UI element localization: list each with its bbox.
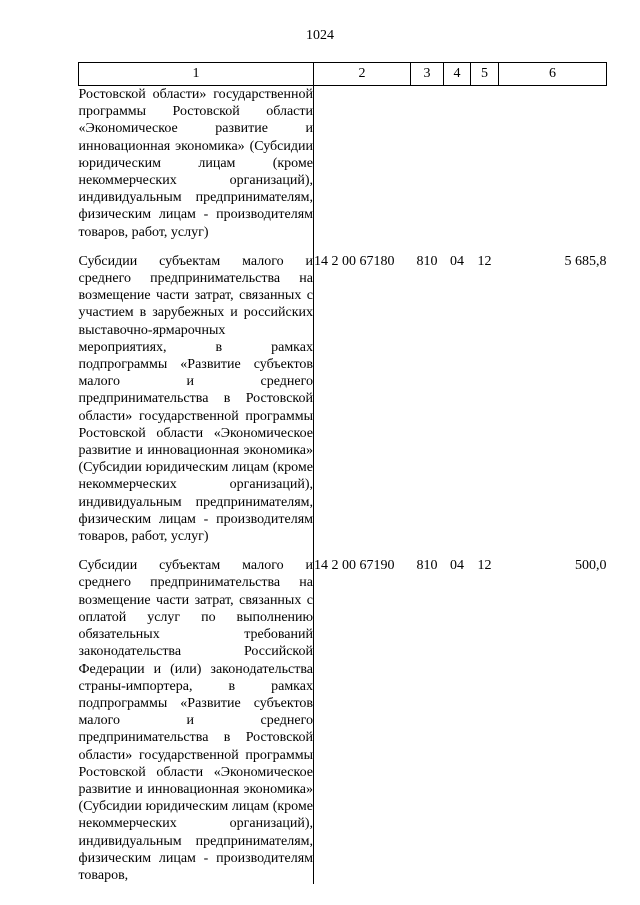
row-target-code — [314, 86, 411, 241]
table-row — [79, 241, 607, 545]
table-header-row — [79, 63, 607, 86]
row-section — [444, 86, 471, 241]
row-amount — [499, 86, 607, 241]
column-header: 2 — [314, 63, 411, 86]
column-header: 3 — [411, 63, 444, 86]
page-number: 1024 — [306, 28, 334, 43]
row-section: 04 — [450, 558, 464, 574]
row-subsection: 12 — [477, 558, 492, 574]
row-expense-type — [411, 86, 444, 241]
row-subsection — [471, 86, 499, 241]
row-amount: 500,0 — [575, 558, 607, 574]
column-header: 1 — [79, 63, 314, 86]
row-description: Ростовской области» государственной программы Ростовской области «Экономическое развитие и инновационная экономика» (Субсидии юридическим лицам (кроме некоммерческих организаций), индивидуальным предпринимателям, физическим лицам - производителям товаров, работ, услуг) — [78, 87, 313, 240]
table-row — [79, 545, 607, 884]
column-header: 5 — [471, 63, 499, 86]
row-expense-type: 810 — [416, 253, 438, 269]
row-target-code: 14 2 00 67180 — [314, 253, 395, 269]
column-header: 4 — [444, 63, 471, 86]
row-subsection: 12 — [477, 253, 492, 269]
budget-table — [78, 62, 607, 884]
column-header: 6 — [499, 63, 607, 86]
row-expense-type: 810 — [416, 558, 438, 574]
row-description: Субсидии субъектам малого и среднего предпринимательства на возмещение части затрат, связанных с оплатой услуг по выполнению обязательных требований законодательства Российской Федерации и (или) законодательства страны-импортера, в рамках подпрограммы «Развитие субъектов малого и среднего предпринимательства в Ростовской области» государственной программы Ростовской области «Экономическое развитие и инновационная экономика» (Субсидии юридическим лицам (кроме некоммерческих организаций), индивидуальным предпринимателям, физическим лицам - производителям товаров, — [79, 545, 314, 884]
row-amount: 5 685,8 — [564, 253, 607, 269]
row-description: Субсидии субъектам малого и среднего предпринимательства на возмещение части затрат, связанных с участием в зарубежных и российских выставочно-ярмарочных мероприятиях, в рамках подпрограммы «Развитие субъектов малого и среднего предпринимательства в Ростовской области» государственной программы Ростовской области «Экономическое развитие и инновационная экономика» (Субсидии юридическим лицам (кроме некоммерческих организаций), индивидуальным предпринимателям, физическим лицам - производителям товаров, работ, услуг) — [79, 241, 314, 545]
row-section: 04 — [450, 253, 464, 269]
row-target-code: 14 2 00 67190 — [314, 558, 395, 574]
table-row — [79, 86, 607, 241]
